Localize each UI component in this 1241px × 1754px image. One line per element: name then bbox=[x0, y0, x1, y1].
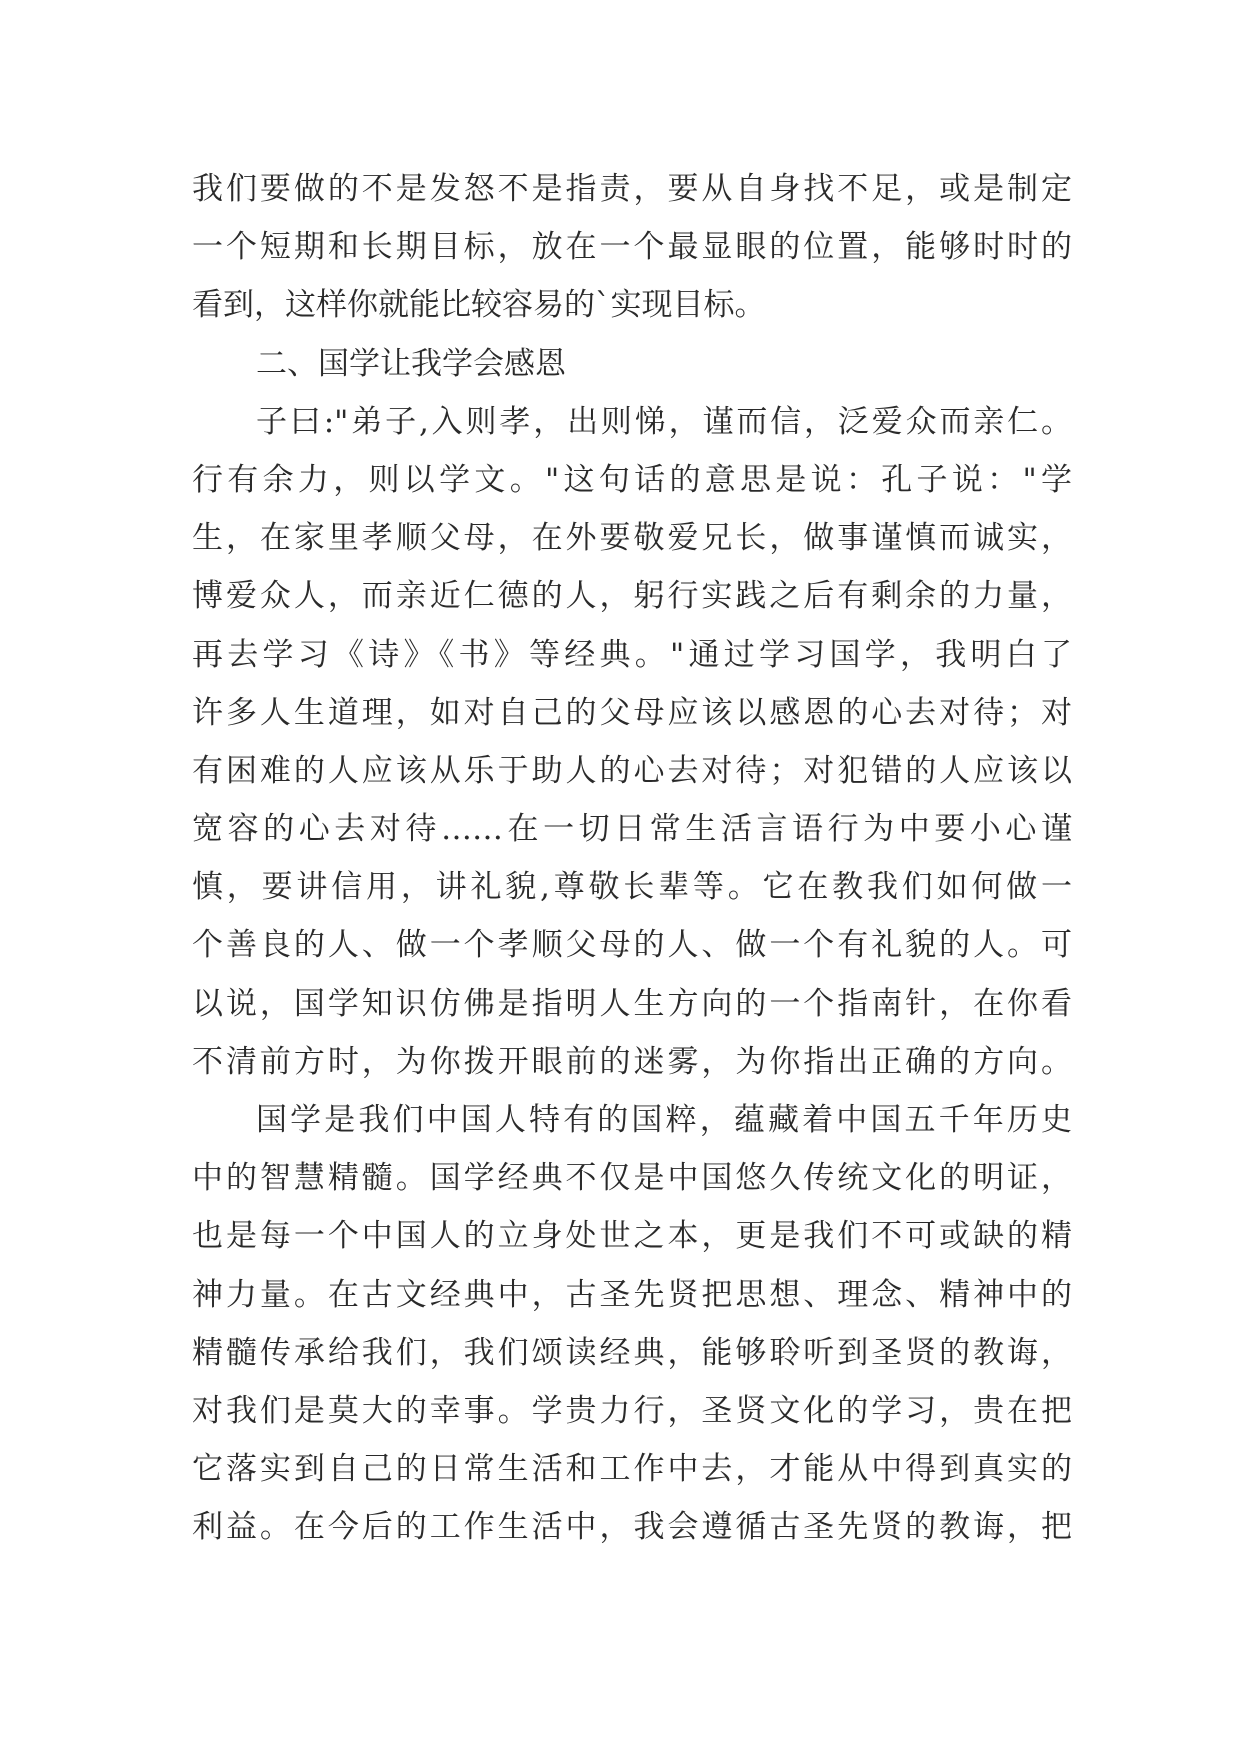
body-text bbox=[192, 160, 1072, 1557]
text-line: 子曰:"弟子,入则孝，出则悌，谨而信，泛爱众而亲仁。 bbox=[256, 403, 1072, 440]
text-line: 一个短期和长期目标，放在一个最显眼的位置，能够时时的 bbox=[192, 229, 1072, 266]
text-line: 二、国学让我学会感恩 bbox=[256, 345, 566, 382]
text-line: 中的智慧精髓。国学经典不仅是中国悠久传统文化的明证， bbox=[192, 1160, 1072, 1197]
text-line: 我们要做的不是发怒不是指责，要从自身找不足，或是制定 bbox=[192, 171, 1072, 207]
text-line: 对我们是莫大的幸事。学贵力行，圣贤文化的学习，贵在把 bbox=[192, 1392, 1072, 1429]
text-line: 个善良的人、做一个孝顺父母的人、做一个有礼貌的人。可 bbox=[192, 927, 1072, 964]
text-line: 有困难的人应该从乐于助人的心去对待；对犯错的人应该以 bbox=[192, 752, 1072, 789]
text-line: 国学是我们中国人特有的国粹，蕴藏着中国五千年历史 bbox=[256, 1102, 1072, 1138]
text-line: 看到，这样你就能比较容易的`实现目标。 bbox=[192, 287, 766, 324]
text-line: 生，在家里孝顺父母，在外要敬爱兄长，做事谨慎而诚实， bbox=[192, 520, 1072, 557]
text-line: 慎，要讲信用，讲礼貌,尊敬长辈等。它在教我们如何做一 bbox=[192, 869, 1072, 906]
text-line: 再去学习《诗》《书》等经典。"通过学习国学，我明白了 bbox=[192, 636, 1072, 673]
text-line: 精髓传承给我们，我们颂读经典，能够聆听到圣贤的教诲， bbox=[192, 1334, 1072, 1371]
text-line: 也是每一个中国人的立身处世之本，更是我们不可或缺的精 bbox=[192, 1218, 1072, 1255]
text-line: 博爱众人，而亲近仁德的人，躬行实践之后有剩余的力量， bbox=[192, 578, 1072, 615]
text-line: 它落实到自己的日常生活和工作中去，才能从中得到真实的 bbox=[192, 1451, 1072, 1488]
text-line: 利益。在今后的工作生活中，我会遵循古圣先贤的教诲，把 bbox=[192, 1509, 1072, 1546]
text-line: 行有余力，则以学文。"这句话的意思是说：孔子说："学 bbox=[192, 461, 1072, 498]
text-line: 神力量。在古文经典中，古圣先贤把思想、理念、精神中的 bbox=[192, 1276, 1072, 1313]
text-line: 许多人生道理，如对自己的父母应该以感恩的心去对待；对 bbox=[192, 694, 1072, 731]
text-line: 宽容的心去对待……在一切日常生活言语行为中要小心谨 bbox=[192, 811, 1072, 848]
text-line: 以说，国学知识仿佛是指明人生方向的一个指南针，在你看 bbox=[192, 985, 1072, 1022]
text-line: 不清前方时，为你拨开眼前的迷雾，为你指出正确的方向。 bbox=[192, 1043, 1072, 1080]
